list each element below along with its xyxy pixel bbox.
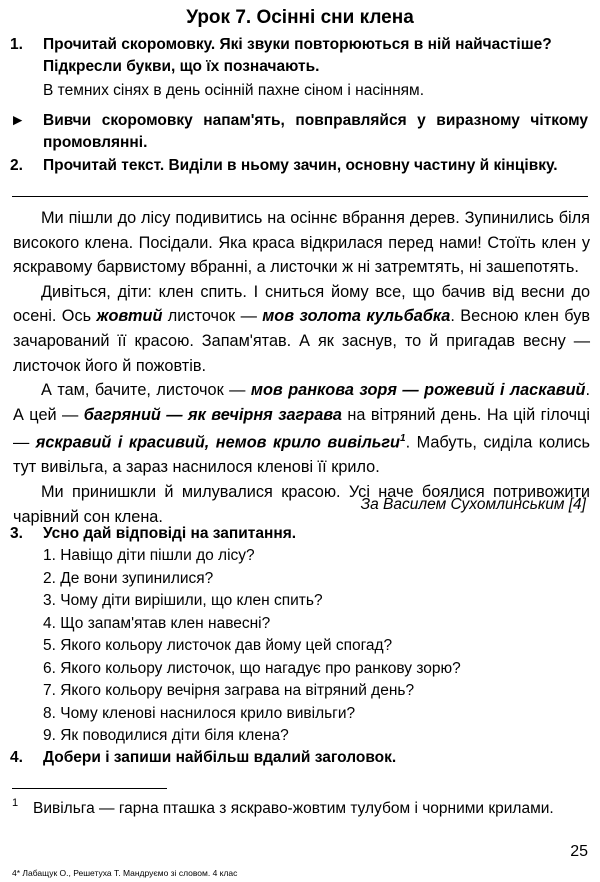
highlight-dandelion: мов золота кульбабка [262,307,451,326]
highlight-sunset: багряний — як вечірня заграва [83,405,342,424]
question-item: 1. Навіщо діти пішли до лісу? [43,547,255,564]
highlight-dawn: мов ранкова зоря — рожевий і ласкавий [250,381,586,400]
story-paragraph-4: Ми принишкли й милувалися красою. Усі наче боялися потривожити чарівний сон клена. [13,482,590,526]
highlight-yellow: жовтий [96,307,163,326]
question-item: 4. Що запам'ятав клен навесні? [43,615,271,632]
question-item: 2. Де вони зупинилися? [43,570,214,587]
task-4-number: 4. [10,749,23,766]
story-paragraph-2: Дивіться, діти: клен спить. І сниться йому все, що бачив від весни до осені. Ось жовтий листочок — мов золота кульбабка. Весною клен був зачарований її красою. Запам'ятав. А як заснув, то й пригадав весну — листочок його й пожовтів. [13,282,591,375]
arrow-marker-icon: ► [10,112,26,129]
answer-line [12,196,588,197]
task-1 [10,34,588,78]
task-4-text: Добери і запиши найбільш вдалий заголовок. [43,749,397,766]
task-memorize [10,110,588,154]
task-3 [10,523,588,545]
story-paragraph-1: Ми пішли до лісу подивитись на осіннє вбрання дерев. Зупинились біля високого клена. Посідали. Яка краса відкрилася перед нами! Стоїть клен у яскравому барвистому вбранні, а листочки ж ні затремтять, ні зашепотять. [13,209,590,277]
task-memorize-text: Вивчи скоромовку напам'ять, повправляйся у виразному чіткому промовлянні. [43,112,588,151]
question-item: 9. Як поводилися діти біля клена? [43,727,289,744]
footer-signature: 4* Лабащук О., Решетуха Т. Мандруємо зі словом. 4 клас [12,868,238,878]
question-item: 6. Якого кольору листочок, що нагадує про ранкову зорю? [43,660,461,677]
task-2-number: 2. [10,157,23,174]
question-item: 7. Якого кольору вечірня заграва на вітряний день? [43,682,415,699]
task-1-instruction [43,34,588,78]
task-2 [10,155,588,177]
page-number: 25 [570,843,588,860]
story-text [13,206,590,529]
highlight-oriole: яскравий і красивий, немов крило вивільги [35,433,401,452]
task-3-number: 3. [10,525,23,542]
task-1-instruction-line1: Прочитай скоромовку. Які звуки повторюються в ній найчастіше? [43,36,552,53]
task-1-number: 1. [10,36,23,53]
footnote-mark: 1 [12,797,19,809]
footnote-text: Вивільга — гарна пташка з яскраво-жовтим тулубом і чорними крилами. [33,800,554,817]
footnote-divider [12,788,167,789]
story-paragraph-3: А там, бачите, листочок — мов ранкова зоря — рожевий і ласкавий. А цей — багряний — як вечірня заграва на вітряний день. На цій гілочці — яскравий і красивий, немов крило вивільги$^1$. Мабуть, сиділа колись тут вивільга, а зараз наснилося кленові її крило. [13,381,590,477]
tongue-twister: В темних сінях в день осінній пахне сіном і насінням. [43,82,424,99]
task-3-text: Усно дай відповіді на запитання. [43,525,297,542]
task-2-text: Прочитай текст. Виділи в ньому зачин, основну частину й кінцівку. [43,157,558,174]
question-item: 5. Якого кольору листочок дав йому цей спогад? [43,637,393,654]
question-item: 8. Чому кленові наснилося крило вивільги? [43,705,356,722]
story-author: За Василем Сухомлинським [4] [360,496,586,513]
question-item: 3. Чому діти вирішили, що клен спить? [43,592,323,609]
lesson-title: Урок 7. Осінні сни клена [186,7,414,28]
footnote-ref: 1 [400,433,406,445]
task-1-instruction-line2: Підкресли букви, що їх позначають. [43,58,320,75]
task-4 [10,747,588,769]
